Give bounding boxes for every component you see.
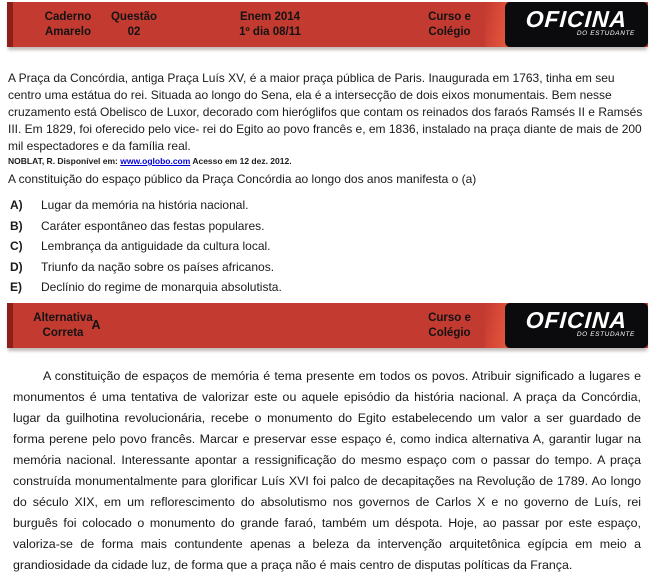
alternative-b-letter: B): [10, 218, 23, 233]
course-line1: Curso e: [428, 10, 471, 23]
source-suffix: Acesso em 12 dez. 2012.: [190, 156, 292, 166]
caderno-value: Amarelo: [44, 25, 92, 38]
alternative-c: [8, 236, 644, 257]
alternative-a: [8, 195, 644, 216]
correct-answer-value-column: [81, 303, 111, 348]
correct-answer-value: A: [91, 318, 101, 332]
oficina-logo-text: OFICINA: [524, 307, 629, 333]
alternative-b: [8, 216, 644, 237]
question-header-bar: [7, 2, 648, 47]
question-statement: A Praça da Concórdia, antiga Praça Luís XV, é a maior praça pública de Paris. Inaugurada em 1763, tinha em seu centro uma estátua do rei. Situada ao longo do Sena, ela é a intersecção de dois eixos monumentais. Bem nesse cruzamento está Obelisco de Luxor, decorado com hieróglifos que contam os reinados dos faraós Ramsés II e Ramsés III. Em 1829, foi oferecido pelo vice- rei do Egito ao povo francês e, em 1836, instalado na praça diante de mais de 200 mil espectadores e da família real.: [8, 71, 643, 153]
alternative-e-text: Declínio do regime de monarquia absolutista.: [41, 280, 282, 294]
correct-answer-label-line1: Alternativa: [33, 311, 93, 324]
caderno-label: Caderno: [44, 10, 92, 23]
exam-day: 1º dia 08/11: [239, 25, 301, 38]
answer-explanation: A constituição de espaços de memória é tema presente em todos os povos. Atribuir significado a lugares e monumentos é uma tentativa de valorizar este ou aquele episódio da história nacional. A praça da Concórdia, lugar da guilhotina revolucionária, recebe o monumento do Egito estabelecendo um valor a ser guardado de forma perene pelo povo francês. Marcar e preservar esse espaço é, como indica alternativa A, garantir lugar na memória nacional. Interessante apontar a ressignificação do mesmo espaço com o passar do tempo. A praça construída monumentalmente para glorificar Luís XVI foi palco de decapitações na Revolução de 1789. Ao longo do século XIX, em um reflorescimento do absolutismo nos governos de Carlos X e no governo de Luís, rei burguês foi colocado o monumento do grande faraó, também um déspota. Hoje, ao passar por este espaço, valoriza-se de forma mais contundente apenas a beleza da intervenção arquitetônica egípcia em meio a grandiosidade da cidade luz, de forma que a praça não é mais centro de disputas políticas da França.: [13, 369, 641, 572]
exam-column: [200, 2, 340, 47]
course-line1: Curso e: [428, 311, 471, 324]
question-body: [8, 70, 644, 298]
oficina-logo: [505, 303, 648, 348]
course-column: [407, 2, 492, 47]
questao-label: Questão: [110, 10, 157, 23]
alternative-c-text: Lembrança da antiguidade da cultura local.: [41, 239, 271, 253]
alternatives-list: [8, 195, 644, 298]
alternative-d-text: Triunfo da nação sobre os países africanos.: [41, 259, 275, 274]
bar-left-accent: [7, 2, 13, 47]
questao-number: 02: [127, 25, 141, 38]
correct-answer-label-line2: Correta: [42, 326, 84, 339]
oficina-logo-tagline: DO ESTUDANTE: [576, 30, 635, 37]
alternative-b-text: Caráter espontâneo das festas populares.: [41, 218, 265, 233]
oficina-logo-tagline: DO ESTUDANTE: [576, 331, 635, 338]
alternative-d: [8, 257, 644, 278]
caderno-column: [23, 2, 113, 47]
alternative-a-text: Lugar da memória na história nacional.: [41, 198, 249, 212]
exam-name: Enem 2014: [239, 10, 301, 23]
source-link[interactable]: www.oglobo.com: [120, 156, 191, 166]
course-line2: Colégio: [428, 25, 471, 38]
bar-gradient-accent: [485, 303, 507, 348]
oficina-logo-text: OFICINA: [524, 6, 629, 32]
alternative-e-letter: E): [10, 280, 22, 294]
course-line2: Colégio: [428, 326, 471, 339]
source-prefix: NOBLAT, R. Disponível em:: [8, 156, 121, 166]
alternative-d-letter: D): [10, 259, 23, 274]
question-prompt: A constituição do espaço público da Praça Concórdia ao longo dos anos manifesta o (a): [8, 172, 477, 186]
course-column: [407, 303, 492, 348]
bar-gradient-accent: [485, 2, 507, 47]
alternative-c-letter: C): [10, 239, 23, 253]
alternative-e: [8, 277, 644, 298]
questao-column: [103, 2, 165, 47]
answer-header-bar: [7, 303, 648, 348]
source-citation: [8, 156, 644, 167]
bar-left-accent: [7, 303, 13, 348]
oficina-logo: [505, 2, 648, 47]
alternative-a-letter: A): [10, 198, 23, 212]
